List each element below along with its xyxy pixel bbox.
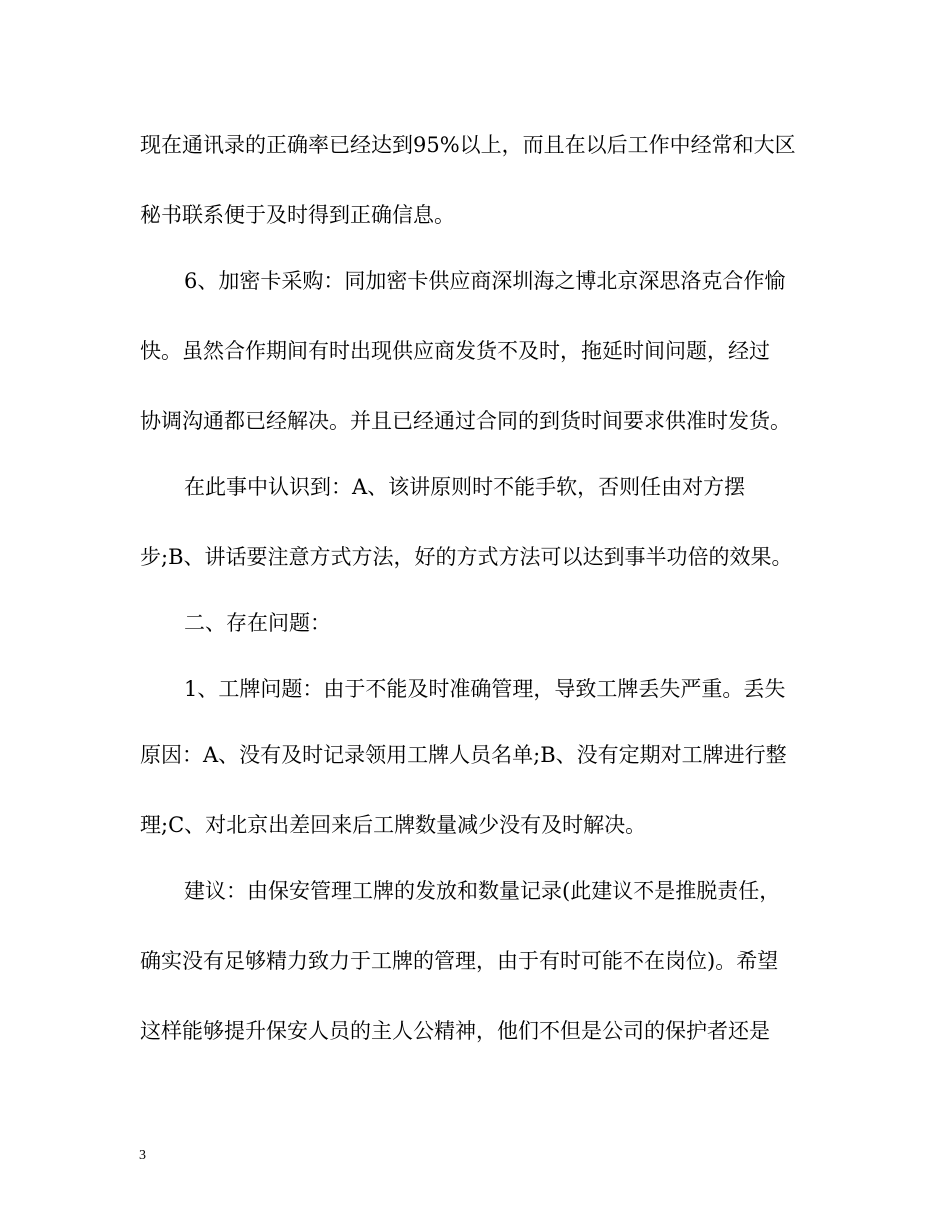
body-text-line: 1、工牌问题：由于不能及时准确管理，导致工牌丢失严重。丢失: [184, 677, 786, 701]
page-number: 3: [139, 1148, 146, 1163]
section-heading: 二、存在问题：: [184, 611, 331, 635]
body-text-line: 快。虽然合作期间有时出现供应商发货不及时，拖延时间问题，经过: [140, 339, 770, 363]
body-text-line: 理;C、对北京出差回来后工牌数量减少没有及时解决。: [140, 813, 647, 837]
body-text-line: 协调沟通都已经解决。并且已经通过合同的到货时间要求供准时发货。: [140, 409, 791, 433]
body-text-line: 这样能够提升保安人员的主人公精神，他们不但是公司的保护者还是: [140, 1019, 770, 1043]
body-text-line: 确实没有足够精力致力于工牌的管理，由于有时可能不在岗位)。希望: [140, 949, 779, 973]
body-text-line: 6、加密卡采购：同加密卡供应商深圳海之博北京深思洛克合作愉: [184, 269, 786, 293]
body-text-line: 建议：由保安管理工牌的发放和数量记录(此建议不是推脱责任，: [184, 879, 781, 903]
body-text-line: 步;B、讲话要注意方式方法，好的方式方法可以达到事半功倍的效果。: [140, 545, 793, 569]
body-text-line: 在此事中认识到：A、该讲原则时不能手软，否则任由对方摆: [184, 475, 746, 499]
body-text-line: 现在通讯录的正确率已经达到95%以上，而且在以后工作中经常和大区: [140, 133, 796, 157]
body-text-line: 原因：A、没有及时记录领用工牌人员名单;B、没有定期对工牌进行整: [140, 743, 787, 767]
body-text-line: 秘书联系便于及时得到正确信息。: [140, 203, 455, 227]
